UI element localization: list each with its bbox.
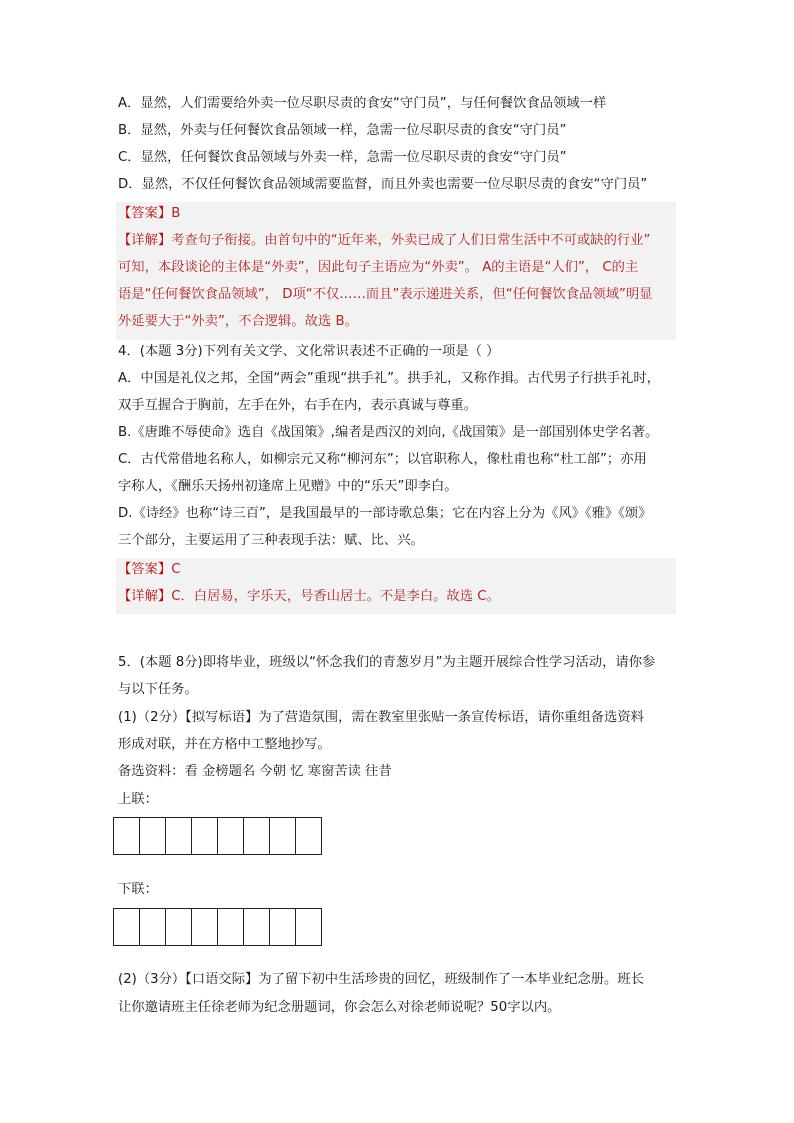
q3-detail-line-2: 可知，本段谈论的主体是“外卖”，因此句子主语应为“外卖”。 A的主语是“人们”， C的主 bbox=[118, 260, 639, 275]
grid-cell[interactable] bbox=[270, 908, 296, 946]
q4-line-5: 字称人，《酬乐天扬州初逢席上见赠》中的“乐天”即李白。 bbox=[118, 479, 458, 494]
q4-line-6: D.《诗经》也称“诗三百”，是我国最早的一部诗歌总集；它在内容上分为《风》《雅》《颂》 bbox=[118, 506, 652, 521]
grid-cell[interactable] bbox=[140, 908, 166, 946]
q4-line-4: C．古代常借地名称人，如柳宗元又称“柳河东”；以官职称人，像杜甫也称“杜工部”；亦用 bbox=[118, 452, 647, 467]
q3-detail-line-4: 外延要大于“外卖”，不合逻辑。故选 B。 bbox=[118, 314, 358, 329]
q3-answer: 【答案】B bbox=[118, 206, 181, 221]
grid-cell[interactable] bbox=[114, 908, 140, 946]
q3-option-a: A．显然，人们需要给外卖一位尽职尽责的食安“守门员”，与任何餐饮食品领域一样 bbox=[118, 96, 607, 111]
q3-detail-line-1: 【详解】考查句子衔接。由首句中的“近年来，外卖已成了人们日常生活中不可或缺的行业” bbox=[118, 233, 651, 248]
lower-couplet-grid[interactable] bbox=[113, 908, 322, 946]
grid-cell[interactable] bbox=[218, 817, 244, 855]
grid-cell[interactable] bbox=[192, 817, 218, 855]
q5-sub1-line-1: (1)（2分）【拟写标语】为了营造氛围，需在教室里张贴一条宣传标语，请你重组备选资料 bbox=[118, 710, 644, 725]
q4-line-7: 三个部分，主要运用了三种表现手法：赋、比、兴。 bbox=[118, 533, 424, 548]
q4-detail: 【详解】C．白居易，字乐天，号香山居士。不是李白。故选 C。 bbox=[118, 589, 500, 604]
lower-couplet-label: 下联： bbox=[118, 882, 158, 897]
grid-cell[interactable] bbox=[244, 908, 270, 946]
q5-sub2-line-2: 让你邀请班主任徐老师为纪念册题词，你会怎么对徐老师说呢？50字以内。 bbox=[118, 1000, 561, 1015]
grid-cell[interactable] bbox=[114, 817, 140, 855]
grid-cell[interactable] bbox=[244, 817, 270, 855]
q4-line-1: A．中国是礼仪之邦，全国“两会”重现“拱手礼”。拱手礼，又称作揖。古代男子行拱手礼时， bbox=[118, 371, 660, 386]
q5-materials: 备选资料：看 金榜题名 今朝 忆 寒窗苦读 往昔 bbox=[118, 764, 392, 779]
q5-sub1-line-2: 形成对联，并在方格中工整地抄写。 bbox=[118, 737, 331, 752]
q3-option-c: C．显然，任何餐饮食品领域与外卖一样，急需一位尽职尽责的食安“守门员” bbox=[118, 150, 567, 165]
q4-line-2: 双手互握合于胸前，左手在外，右手在内，表示真诚与尊重。 bbox=[118, 398, 478, 413]
grid-cell[interactable] bbox=[166, 817, 192, 855]
upper-couplet-label: 上联： bbox=[118, 792, 158, 807]
grid-cell[interactable] bbox=[192, 908, 218, 946]
grid-cell[interactable] bbox=[166, 908, 192, 946]
q3-option-b: B．显然，外卖与任何餐饮食品领域一样，急需一位尽职尽责的食安“守门员” bbox=[118, 123, 567, 138]
grid-cell[interactable] bbox=[218, 908, 244, 946]
q5-stem-line-2: 与以下任务。 bbox=[118, 682, 198, 697]
grid-cell[interactable] bbox=[270, 817, 296, 855]
upper-couplet-grid[interactable] bbox=[113, 817, 322, 855]
q3-detail-line-3: 语是“任何餐饮食品领域”， D项“不仅……而且”表示递进关系，但“任何餐饮食品领域”明显 bbox=[118, 287, 653, 302]
q4-answer: 【答案】C bbox=[118, 562, 181, 577]
q5-sub2-line-1: (2)（3分）【口语交际】为了留下初中生活珍贵的回忆，班级制作了一本毕业纪念册。班长 bbox=[118, 972, 644, 987]
q4-line-3: B.《唐雎不辱使命》选自《战国策》,编者是西汉的刘向,《战国策》是一部国别体史学名著。 bbox=[118, 425, 659, 440]
q4-stem: 4．(本题 3分)下列有关文学、文化常识表述不正确的一项是（ ） bbox=[118, 344, 500, 359]
grid-cell[interactable] bbox=[296, 908, 322, 946]
grid-cell[interactable] bbox=[140, 817, 166, 855]
q3-option-d: D．显然，不仅任何餐饮食品领域需要监督，而且外卖也需要一位尽职尽责的食安“守门员” bbox=[118, 177, 648, 192]
q5-stem-line-1: 5．(本题 8分)即将毕业，班级以“怀念我们的青葱岁月”为主题开展综合性学习活动，请你参 bbox=[118, 655, 656, 670]
grid-cell[interactable] bbox=[296, 817, 322, 855]
